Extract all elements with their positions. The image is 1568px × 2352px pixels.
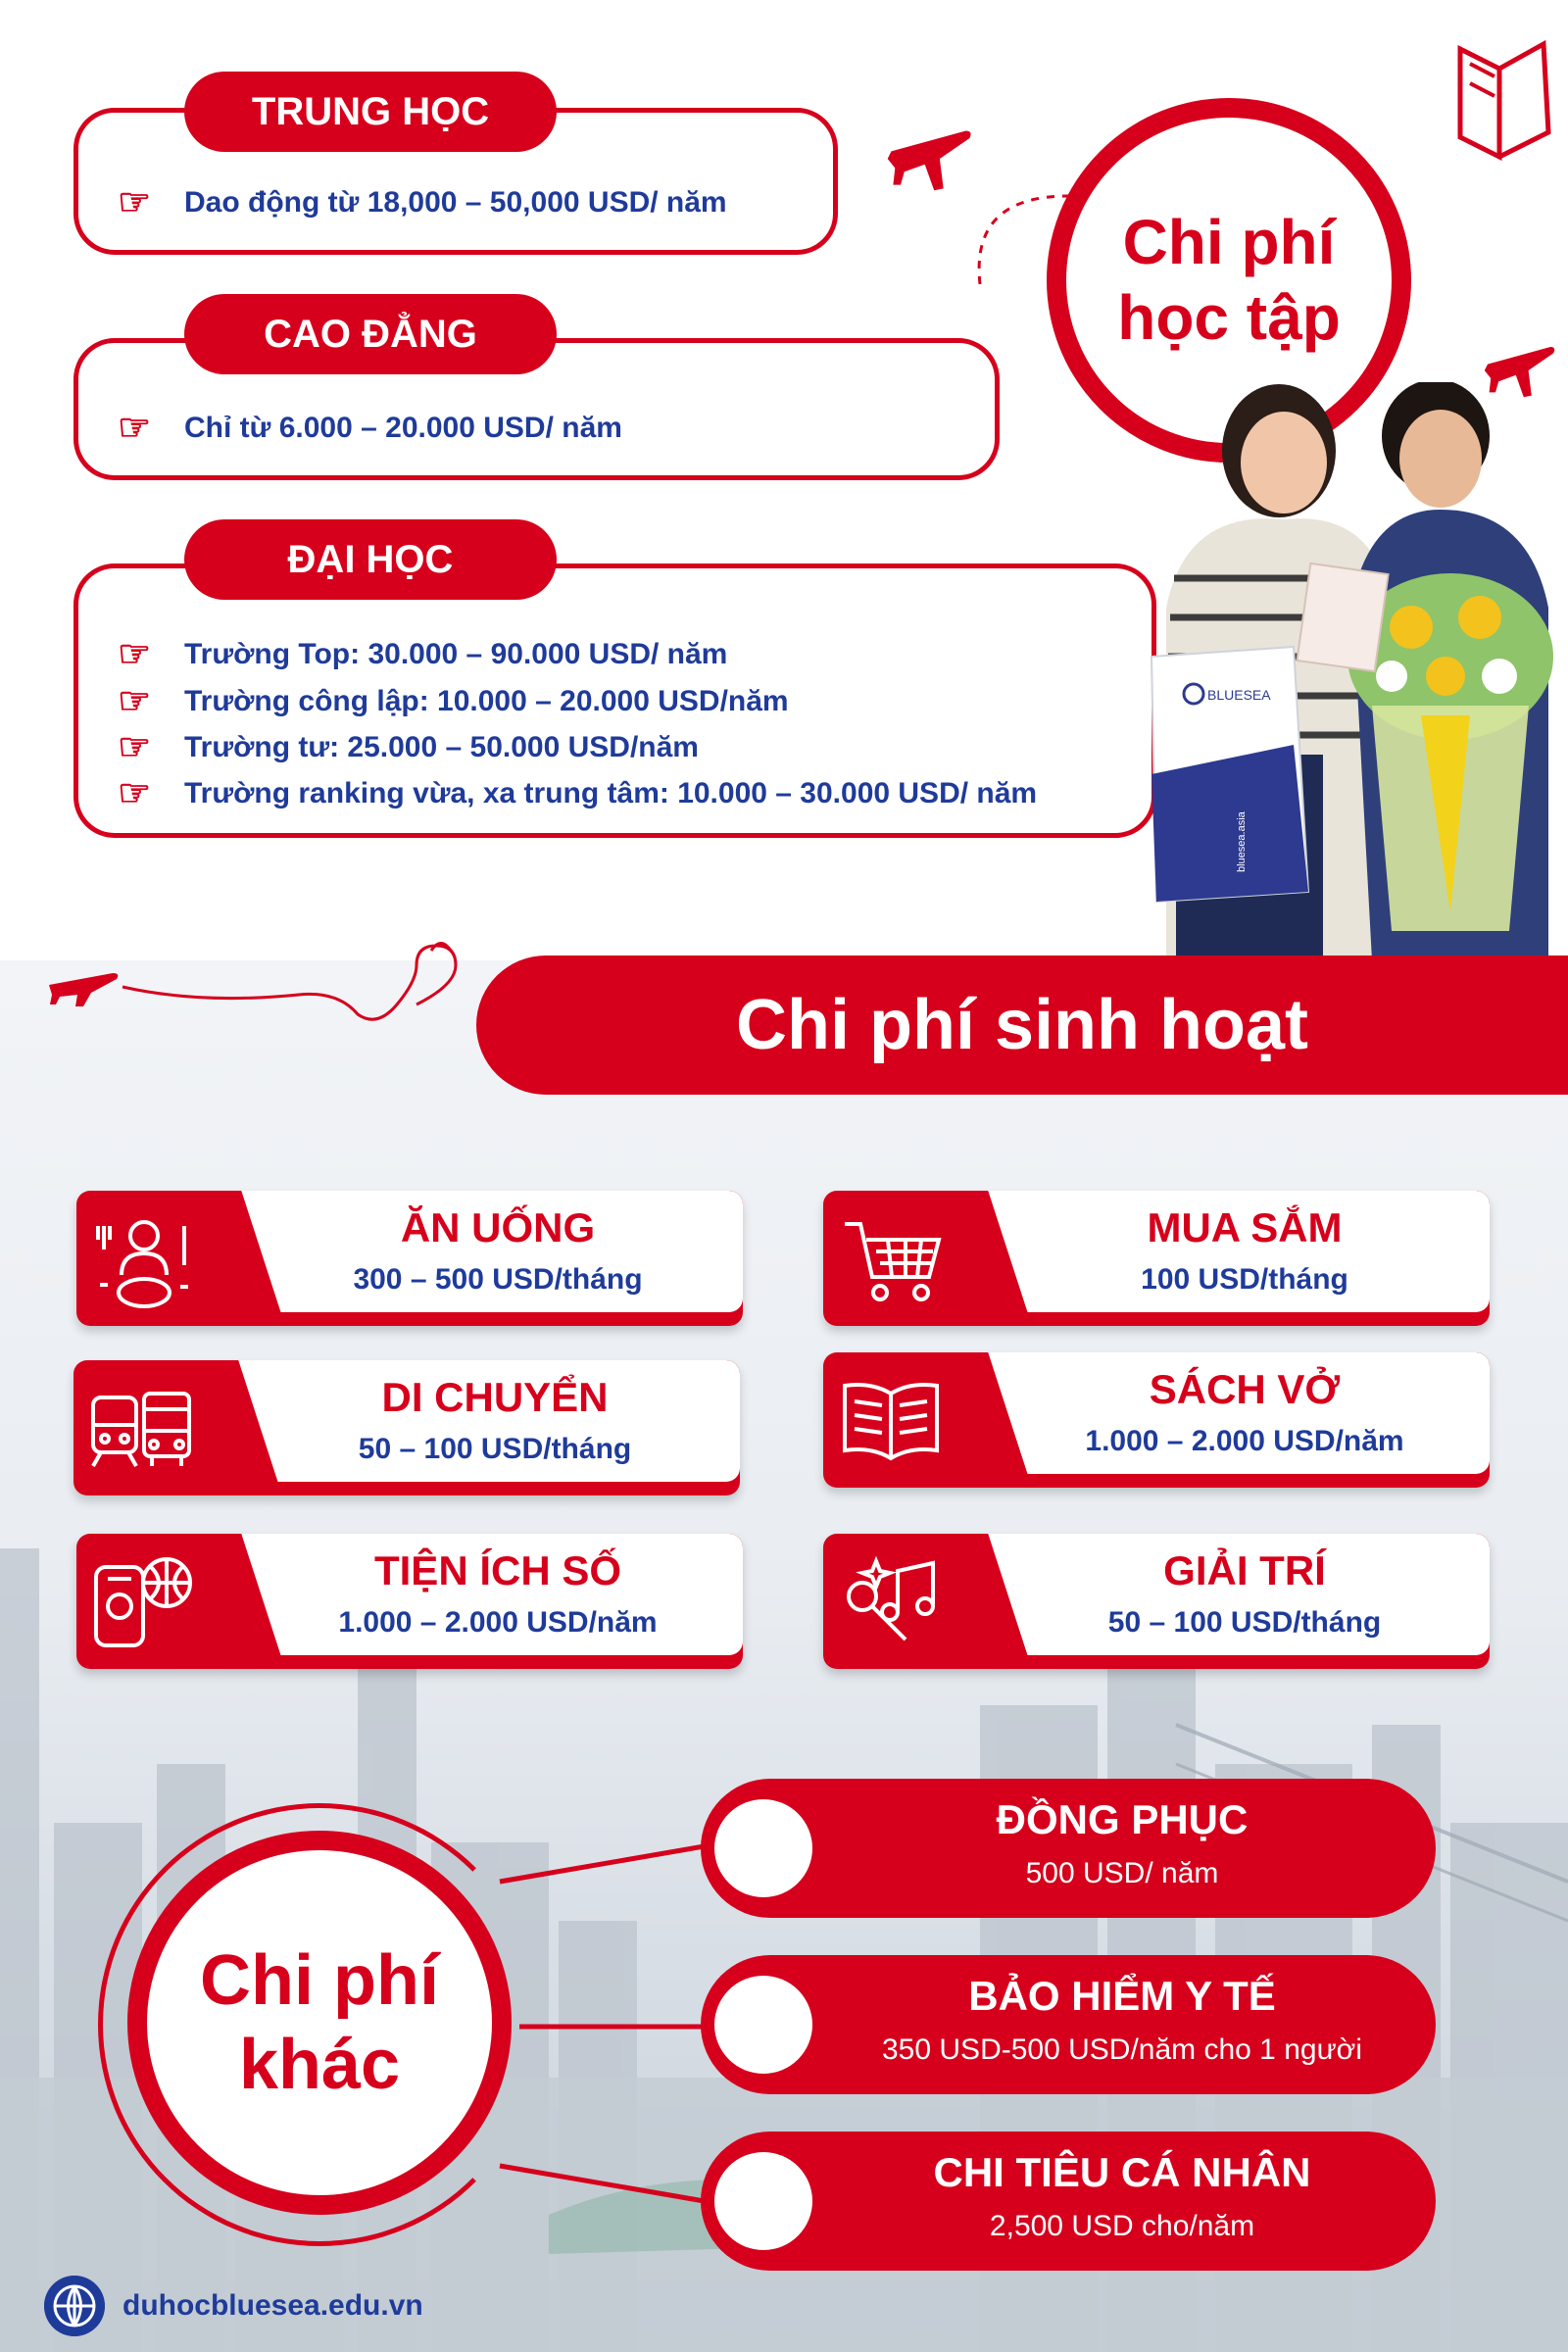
airplane-icon	[882, 103, 975, 196]
train-bus-icon	[87, 1376, 195, 1480]
other-cost-heading-line2: khác	[238, 2026, 401, 2104]
dai-hoc-item	[118, 725, 699, 769]
living-card-entertainment	[823, 1534, 1490, 1669]
living-card-title: GIẢI TRÍ	[1163, 1547, 1326, 1593]
living-card-title: ĂN UỐNG	[400, 1204, 596, 1250]
cao-dang-label: CAO ĐẲNG	[184, 294, 557, 374]
dai-hoc-item-text: Trường tư: 25.000 – 50.000 USD/năm	[184, 730, 699, 763]
trung-hoc-item-text: Dao động từ 18,000 – 50,000 USD/ năm	[184, 185, 727, 219]
dai-hoc-item-text: Trường Top: 30.000 – 90.000 USD/ năm	[184, 637, 728, 670]
cao-dang-item	[118, 406, 622, 450]
dai-hoc-item	[118, 771, 1037, 815]
trung-hoc-item	[118, 180, 727, 224]
living-cost-heading: Chi phí sinh hoạt	[736, 986, 1308, 1064]
living-card-title: DI CHUYỂN	[381, 1374, 609, 1420]
other-cost-insurance	[701, 1955, 1436, 2094]
other-cost-personal	[701, 2132, 1436, 2271]
other-cost-uniform	[701, 1779, 1436, 1918]
dai-hoc-item-text: Trường công lập: 10.000 – 20.000 USD/năm	[184, 684, 789, 717]
digital-globe-icon	[90, 1549, 198, 1653]
living-card-value: 1.000 – 2.000 USD/năm	[1085, 1425, 1404, 1457]
dai-hoc-item	[118, 632, 727, 676]
tuition-heading-line2: học tập	[1117, 282, 1341, 353]
living-card-shopping	[823, 1191, 1490, 1326]
pointing-hand-icon: ☞	[118, 727, 152, 768]
living-card-digital	[76, 1534, 743, 1669]
living-card-value: 100 USD/tháng	[1141, 1263, 1348, 1296]
other-cost-title: ĐỒNG PHỤC	[996, 1796, 1249, 1842]
cao-dang-item-text: Chỉ từ 6.000 – 20.000 USD/ năm	[184, 411, 622, 444]
pointing-hand-icon: ☞	[118, 681, 152, 722]
living-card-value: 50 – 100 USD/tháng	[358, 1433, 632, 1465]
other-cost-value: 500 USD/ năm	[1025, 1857, 1219, 1889]
other-cost-value: 350 USD-500 USD/năm cho 1 người	[882, 2034, 1362, 2066]
living-card-books	[823, 1352, 1490, 1488]
living-card-value: 300 – 500 USD/tháng	[353, 1263, 643, 1296]
living-card-dining	[76, 1191, 743, 1326]
pointing-hand-icon: ☞	[118, 773, 152, 814]
bullet-dot	[714, 1799, 812, 1897]
trung-hoc-label: TRUNG HỌC	[184, 72, 557, 152]
living-card-title: SÁCH VỞ	[1149, 1366, 1341, 1412]
bullet-dot	[714, 1976, 812, 2074]
living-cost-banner	[476, 956, 1568, 1095]
other-cost-heading-circle	[127, 1831, 512, 2215]
living-card-value: 1.000 – 2.000 USD/năm	[338, 1606, 658, 1639]
pointing-hand-icon: ☞	[118, 182, 152, 223]
dai-hoc-item-text: Trường ranking vừa, xa trung tâm: 10.000 – 30.000 USD/ năm	[184, 776, 1038, 809]
other-cost-heading-line1: Chi phí	[200, 1940, 439, 2020]
airplane-heart-decor	[44, 926, 475, 1034]
living-card-transport	[74, 1360, 740, 1495]
living-card-title: TIỆN ÍCH SỐ	[373, 1547, 622, 1593]
living-card-title: MUA SẮM	[1147, 1204, 1343, 1250]
footer	[44, 2276, 423, 2336]
bag-brand-text: BLUESEA	[1207, 687, 1271, 703]
tuition-heading-line1: Chi phí	[1122, 207, 1336, 278]
students-photo	[1098, 382, 1568, 960]
microphone-music-icon	[837, 1549, 945, 1653]
other-cost-title: CHI TIÊU CÁ NHÂN	[933, 2149, 1311, 2195]
globe-icon	[44, 2276, 105, 2336]
open-book-icon	[837, 1368, 945, 1472]
shopping-cart-icon	[837, 1206, 945, 1310]
other-cost-value: 2,500 USD cho/năm	[989, 2210, 1255, 2242]
open-book-decor-icon	[1441, 29, 1558, 167]
dining-icon	[90, 1206, 198, 1310]
website-link[interactable]: duhocbluesea.edu.vn	[122, 2289, 423, 2322]
bag-url-text: bluesea.asia	[1236, 811, 1248, 872]
dai-hoc-item	[118, 679, 789, 723]
other-cost-title: BẢO HIỂM Y TẾ	[968, 1973, 1276, 2019]
bullet-dot	[714, 2152, 812, 2250]
dai-hoc-label: ĐẠI HỌC	[184, 519, 557, 600]
pointing-hand-icon: ☞	[118, 634, 152, 675]
pointing-hand-icon: ☞	[118, 408, 152, 449]
living-card-value: 50 – 100 USD/tháng	[1107, 1606, 1382, 1639]
